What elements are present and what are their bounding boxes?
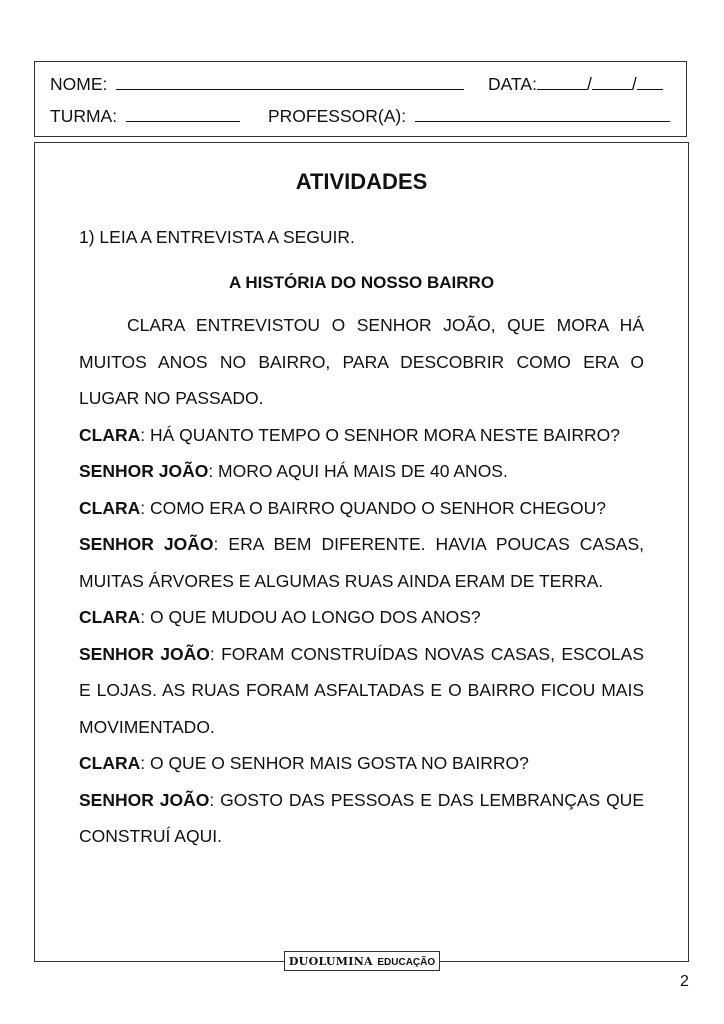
dialogue-line [79,745,644,782]
speaker-name: SENHOR JOÃO [79,643,210,664]
date-separator-1: / [586,74,592,94]
brand-badge [284,951,440,971]
speaker-name: CLARA [79,753,141,773]
date-row [488,73,663,95]
dialogue-line [79,417,644,454]
speaker-name: CLARA [79,607,141,627]
dialogue-line [79,490,644,527]
class-label: TURMA: [50,106,118,126]
dialogue-text: : O QUE O SENHOR MAIS GOSTA NO BAIRRO? [140,753,529,773]
brand-subtitle: EDUCAÇÃO [377,957,436,968]
class-field[interactable] [126,105,240,122]
speaker-name: CLARA [79,424,141,445]
speaker-name: SENHOR JOÃO [79,461,209,481]
dialogue-text: : COMO ERA O BAIRRO QUANDO O SENHOR CHEGOU? [140,497,607,518]
date-day-field[interactable] [537,73,587,90]
dialogue-text: : GOSTO DAS PESSOAS E DAS LEMBRANÇAS QUE CONSTRUÍ AQUI. [79,789,644,846]
dialogue-text: : FORAM CONSTRUÍDAS NOVAS CASAS, ESCOLAS E LOJAS. AS RUAS FORAM ASFALTADAS E O BAIRRO FICOU MAIS MOVIMENTADO. [79,643,645,737]
dialogue-line [79,782,644,855]
speaker-name: SENHOR JOÃO [79,534,214,554]
dialogue-line [79,599,644,636]
date-year-field[interactable] [637,73,663,90]
dialogue-text: : O QUE MUDOU AO LONGO DOS ANOS? [140,607,481,627]
dialogue-text: : MORO AQUI HÁ MAIS DE 40 ANOS. [208,461,508,481]
dialogue-line [79,526,644,599]
instruction-text: 1) LEIA A ENTREVISTA A SEGUIR. [79,227,355,247]
interview-text [79,307,644,855]
dialogue-text: : ERA BEM DIFERENTE. HAVIA POUCAS CASAS, MUITAS ÁRVORES E ALGUMAS RUAS AINDA ERAM DE TERRA. [79,534,644,591]
teacher-field[interactable] [415,105,670,122]
intro-paragraph: CLARA ENTREVISTOU O SENHOR JOÃO, QUE MORA HÁ MUITOS ANOS NO BAIRRO, PARA DESCOBRIR COMO ERA O LUGAR NO PASSADO. [79,315,644,408]
page-title: ATIVIDADES [295,169,428,194]
page-number: 2 [680,973,689,990]
dialogue-line [79,453,644,490]
dialogue-line [79,636,644,746]
name-label: NOME: [50,74,108,94]
brand-name: DUOLUMINA [288,955,373,968]
dialogue-text: : HÁ QUANTO TEMPO O SENHOR MORA NESTE BAIRRO? [140,424,620,445]
name-row [50,73,464,95]
speaker-name: SENHOR JOÃO [79,789,210,810]
speaker-name: CLARA [79,497,141,518]
date-month-field[interactable] [592,73,632,90]
date-label: DATA: [488,74,537,94]
date-separator-2: / [631,74,637,94]
class-row [50,105,240,127]
teacher-row [268,105,670,127]
teacher-label: PROFESSOR(A): [268,106,407,126]
name-field[interactable] [116,73,464,90]
story-title: A HISTÓRIA DO NOSSO BAIRRO [228,273,495,292]
